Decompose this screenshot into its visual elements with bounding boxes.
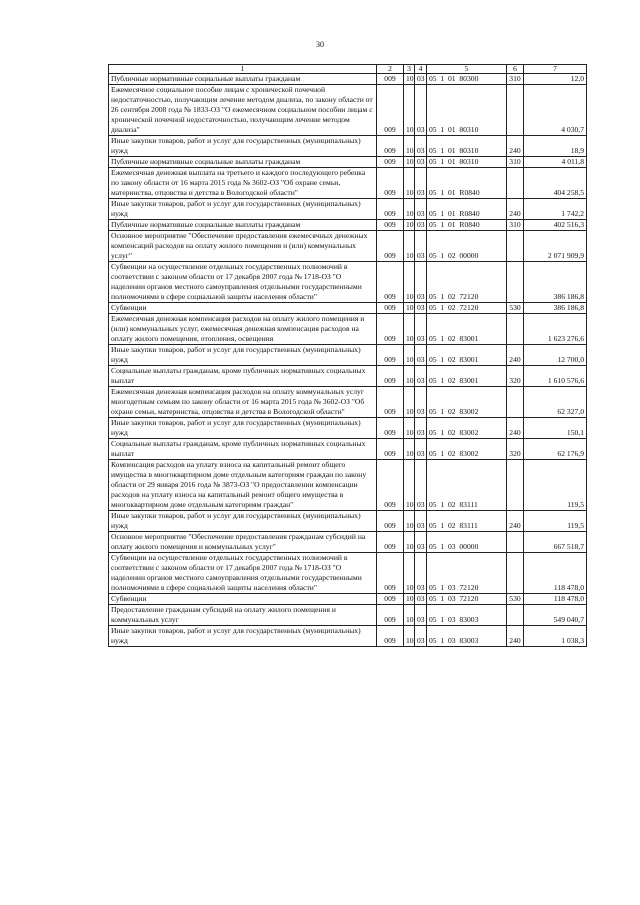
row-name: Компенсация расходов на уплату взноса на капитальный ремонт общего имущества в многоквартирном доме отдельным категориям граждан по закону области от 29 января 2016 года № 3873-ОЗ "О предоставлении компенсации расходов на уплату взноса на капитальный ремонт общего имущества в многоквартирном доме отдельным категориям граждан" — [109, 460, 377, 511]
row-section: 10 — [404, 157, 415, 168]
row-section: 10 — [404, 74, 415, 85]
row-target-article: 05 1 02 83111 — [427, 460, 507, 511]
row-target-article: 05 1 01 R0840 — [427, 220, 507, 231]
row-expense-type: 320 — [507, 439, 524, 460]
row-subsection: 03 — [415, 366, 427, 387]
row-subsection: 03 — [415, 553, 427, 594]
row-target-article: 05 1 02 83002 — [427, 387, 507, 418]
row-target-article: 05 1 03 72120 — [427, 594, 507, 605]
row-gr-code: 009 — [377, 74, 404, 85]
row-amount: 119,5 — [524, 511, 587, 532]
row-gr-code: 009 — [377, 303, 404, 314]
header-cell-sub: 4 — [415, 65, 427, 74]
row-gr-code: 009 — [377, 594, 404, 605]
row-name: Ежемесячное социальное пособие лицам с хронической почечной недостаточностью, получающим лечение методом диализа, по закону области от 26 сентября 2008 года № 1833-ОЗ "О ежемесячном социальном пособии лицам с хронической почечной недостаточностью, получающим лечение методом диализа" — [109, 85, 377, 136]
row-gr-code: 009 — [377, 626, 404, 647]
row-subsection: 03 — [415, 74, 427, 85]
row-section: 10 — [404, 387, 415, 418]
table-row — [109, 157, 587, 168]
row-gr-code: 009 — [377, 345, 404, 366]
row-section: 10 — [404, 366, 415, 387]
row-name: Социальные выплаты гражданам, кроме публичных нормативных социальных выплат — [109, 439, 377, 460]
row-amount: 12 700,0 — [524, 345, 587, 366]
row-name: Иные закупки товаров, работ и услуг для государственных (муниципальных) нужд — [109, 345, 377, 366]
row-subsection: 03 — [415, 157, 427, 168]
row-target-article: 05 1 02 83111 — [427, 511, 507, 532]
row-section: 10 — [404, 136, 415, 157]
row-amount: 402 516,3 — [524, 220, 587, 231]
table-row — [109, 387, 587, 418]
table-row — [109, 366, 587, 387]
row-target-article: 05 1 02 72120 — [427, 262, 507, 303]
row-expense-type — [507, 387, 524, 418]
table-row — [109, 439, 587, 460]
row-name: Субвенции на осуществление отдельных государственных полномочий в соответствии с законом области от 17 декабря 2007 года № 1718-ОЗ "О наделении органов местного самоуправления отдельными государственными полномочиями в сфере социальной защиты населения области" — [109, 553, 377, 594]
row-section: 10 — [404, 605, 415, 626]
row-gr-code: 009 — [377, 136, 404, 157]
row-expense-type — [507, 85, 524, 136]
row-section: 10 — [404, 553, 415, 594]
row-amount: 12,0 — [524, 74, 587, 85]
row-amount: 150,1 — [524, 418, 587, 439]
table-row — [109, 314, 587, 345]
row-gr-code: 009 — [377, 553, 404, 594]
row-expense-type — [507, 314, 524, 345]
row-expense-type — [507, 262, 524, 303]
row-name: Субвенции на осуществление отдельных государственных полномочий в соответствии с законом области от 17 декабря 2007 года № 1718-ОЗ "О наделении органов местного самоуправления отдельными государственными полномочиями в сфере социальной защиты населения области" — [109, 262, 377, 303]
row-name: Иные закупки товаров, работ и услуг для государственных (муниципальных) нужд — [109, 418, 377, 439]
row-amount: 18,9 — [524, 136, 587, 157]
row-gr-code: 009 — [377, 168, 404, 199]
row-subsection: 03 — [415, 345, 427, 366]
row-expense-type: 240 — [507, 345, 524, 366]
row-gr-code: 009 — [377, 605, 404, 626]
row-gr-code: 009 — [377, 231, 404, 262]
row-section: 10 — [404, 314, 415, 345]
row-name: Публичные нормативные социальные выплаты гражданам — [109, 157, 377, 168]
row-subsection: 03 — [415, 418, 427, 439]
row-expense-type: 240 — [507, 511, 524, 532]
row-name: Иные закупки товаров, работ и услуг для государственных (муниципальных) нужд — [109, 136, 377, 157]
row-target-article: 05 1 03 83003 — [427, 605, 507, 626]
row-target-article: 05 1 02 00000 — [427, 231, 507, 262]
row-name: Основное мероприятие "Обеспечение предоставления ежемесячных денежных компенсаций расходов на оплату жилого помещения и (или) коммунальных услуг" — [109, 231, 377, 262]
table-row — [109, 74, 587, 85]
header-row — [109, 65, 587, 74]
row-subsection: 03 — [415, 460, 427, 511]
row-expense-type: 240 — [507, 418, 524, 439]
row-target-article: 05 1 02 83001 — [427, 345, 507, 366]
row-amount: 2 071 909,9 — [524, 231, 587, 262]
table-row — [109, 626, 587, 647]
row-expense-type: 240 — [507, 626, 524, 647]
table-row — [109, 303, 587, 314]
row-amount: 404 258,5 — [524, 168, 587, 199]
row-name: Ежемесячная денежная компенсация расходов на оплату жилого помещения и (или) коммунальных услуг, ежемесячная денежная компенсация расходов на оплату жилого помещения, отопления, освещения — [109, 314, 377, 345]
row-expense-type: 240 — [507, 136, 524, 157]
row-target-article: 05 1 03 00000 — [427, 532, 507, 553]
header-cell-sum: 7 — [524, 65, 587, 74]
row-expense-type: 310 — [507, 74, 524, 85]
row-target-article: 05 1 01 80310 — [427, 85, 507, 136]
row-subsection: 03 — [415, 220, 427, 231]
row-gr-code: 009 — [377, 418, 404, 439]
row-subsection: 03 — [415, 626, 427, 647]
row-name: Основное мероприятие "Обеспечение предоставления гражданам субсидий на оплату жилого помещения и коммунальных услуг" — [109, 532, 377, 553]
row-section: 10 — [404, 262, 415, 303]
row-target-article: 05 1 02 72120 — [427, 303, 507, 314]
row-amount: 667 518,7 — [524, 532, 587, 553]
row-amount: 1 623 276,6 — [524, 314, 587, 345]
row-section: 10 — [404, 168, 415, 199]
row-name: Субвенции — [109, 594, 377, 605]
row-target-article: 05 1 01 R0840 — [427, 168, 507, 199]
header-cell-csr: 5 — [427, 65, 507, 74]
table-row — [109, 231, 587, 262]
row-section: 10 — [404, 511, 415, 532]
table-row — [109, 594, 587, 605]
header-cell-gr: 2 — [377, 65, 404, 74]
row-amount: 1 742,2 — [524, 199, 587, 220]
row-target-article: 05 1 03 72120 — [427, 553, 507, 594]
row-target-article: 05 1 02 83002 — [427, 418, 507, 439]
row-section: 10 — [404, 594, 415, 605]
table-row — [109, 136, 587, 157]
row-section: 10 — [404, 231, 415, 262]
table-row — [109, 605, 587, 626]
row-expense-type — [507, 460, 524, 511]
row-gr-code: 009 — [377, 199, 404, 220]
row-target-article: 05 1 01 80310 — [427, 157, 507, 168]
row-subsection: 03 — [415, 168, 427, 199]
row-name: Социальные выплаты гражданам, кроме публичных нормативных социальных выплат — [109, 366, 377, 387]
row-name: Иные закупки товаров, работ и услуг для государственных (муниципальных) нужд — [109, 511, 377, 532]
row-section: 10 — [404, 532, 415, 553]
row-section: 10 — [404, 626, 415, 647]
row-subsection: 03 — [415, 511, 427, 532]
row-name: Ежемесячная денежная выплата на третьего и каждого последующего ребенка по закону области от 16 марта 2015 года № 3602-ОЗ "Об охране семьи, материнства, отцовства и детства в Вологодской области" — [109, 168, 377, 199]
row-subsection: 03 — [415, 387, 427, 418]
row-name: Предоставление гражданам субсидий на оплату жилого помещения и коммунальных услуг — [109, 605, 377, 626]
header-cell-name: 1 — [109, 65, 377, 74]
budget-table — [108, 64, 587, 647]
row-target-article: 05 1 02 83001 — [427, 366, 507, 387]
row-amount: 386 186,8 — [524, 262, 587, 303]
row-expense-type — [507, 168, 524, 199]
row-section: 10 — [404, 199, 415, 220]
row-subsection: 03 — [415, 439, 427, 460]
row-subsection: 03 — [415, 199, 427, 220]
table-row — [109, 262, 587, 303]
row-name: Иные закупки товаров, работ и услуг для государственных (муниципальных) нужд — [109, 626, 377, 647]
row-name: Иные закупки товаров, работ и услуг для государственных (муниципальных) нужд — [109, 199, 377, 220]
row-gr-code: 009 — [377, 439, 404, 460]
table-row — [109, 460, 587, 511]
table-row — [109, 168, 587, 199]
page-number: 30 — [316, 40, 324, 49]
row-expense-type: 310 — [507, 157, 524, 168]
table-row — [109, 85, 587, 136]
row-expense-type — [507, 553, 524, 594]
row-gr-code: 009 — [377, 532, 404, 553]
table-row — [109, 345, 587, 366]
row-subsection: 03 — [415, 231, 427, 262]
row-expense-type — [507, 605, 524, 626]
row-expense-type: 240 — [507, 199, 524, 220]
row-amount: 4 030,7 — [524, 85, 587, 136]
table-row — [109, 418, 587, 439]
row-section: 10 — [404, 303, 415, 314]
row-amount: 386 186,8 — [524, 303, 587, 314]
row-gr-code: 009 — [377, 511, 404, 532]
row-amount: 62 176,9 — [524, 439, 587, 460]
row-target-article: 05 1 01 80300 — [427, 74, 507, 85]
row-amount: 119,5 — [524, 460, 587, 511]
row-gr-code: 009 — [377, 262, 404, 303]
row-target-article: 05 1 03 83003 — [427, 626, 507, 647]
row-expense-type — [507, 532, 524, 553]
row-target-article: 05 1 02 83002 — [427, 439, 507, 460]
row-name: Публичные нормативные социальные выплаты гражданам — [109, 74, 377, 85]
row-target-article: 05 1 01 80310 — [427, 136, 507, 157]
row-expense-type — [507, 231, 524, 262]
row-amount: 118 478,0 — [524, 553, 587, 594]
row-subsection: 03 — [415, 85, 427, 136]
row-amount: 62 327,0 — [524, 387, 587, 418]
row-section: 10 — [404, 345, 415, 366]
row-amount: 549 040,7 — [524, 605, 587, 626]
row-subsection: 03 — [415, 314, 427, 345]
row-name: Публичные нормативные социальные выплаты гражданам — [109, 220, 377, 231]
row-amount: 1 038,3 — [524, 626, 587, 647]
row-amount: 1 610 576,6 — [524, 366, 587, 387]
row-gr-code: 009 — [377, 157, 404, 168]
header-cell-sec: 3 — [404, 65, 415, 74]
row-expense-type: 530 — [507, 594, 524, 605]
table-row — [109, 511, 587, 532]
row-section: 10 — [404, 460, 415, 511]
header-cell-vr: 6 — [507, 65, 524, 74]
row-gr-code: 009 — [377, 85, 404, 136]
row-subsection: 03 — [415, 303, 427, 314]
row-expense-type: 310 — [507, 220, 524, 231]
row-expense-type: 530 — [507, 303, 524, 314]
row-gr-code: 009 — [377, 387, 404, 418]
row-subsection: 03 — [415, 594, 427, 605]
row-subsection: 03 — [415, 262, 427, 303]
row-section: 10 — [404, 439, 415, 460]
row-target-article: 05 1 01 R0840 — [427, 199, 507, 220]
row-name: Ежемесячная денежная компенсация расходов на оплату коммунальных услуг многодетным семьям по закону области от 16 марта 2015 года № 3602-ОЗ "Об охране семьи, материнства, отцовства и детства в Вологодской области" — [109, 387, 377, 418]
row-gr-code: 009 — [377, 220, 404, 231]
table-row — [109, 220, 587, 231]
row-gr-code: 009 — [377, 314, 404, 345]
row-subsection: 03 — [415, 532, 427, 553]
row-section: 10 — [404, 220, 415, 231]
row-subsection: 03 — [415, 605, 427, 626]
row-subsection: 03 — [415, 136, 427, 157]
row-section: 10 — [404, 85, 415, 136]
row-gr-code: 009 — [377, 366, 404, 387]
row-name: Субвенции — [109, 303, 377, 314]
row-gr-code: 009 — [377, 460, 404, 511]
table-row — [109, 532, 587, 553]
row-amount: 118 478,0 — [524, 594, 587, 605]
table-row — [109, 553, 587, 594]
table-row — [109, 199, 587, 220]
row-target-article: 05 1 02 83001 — [427, 314, 507, 345]
row-expense-type: 320 — [507, 366, 524, 387]
row-section: 10 — [404, 418, 415, 439]
row-amount: 4 011,8 — [524, 157, 587, 168]
